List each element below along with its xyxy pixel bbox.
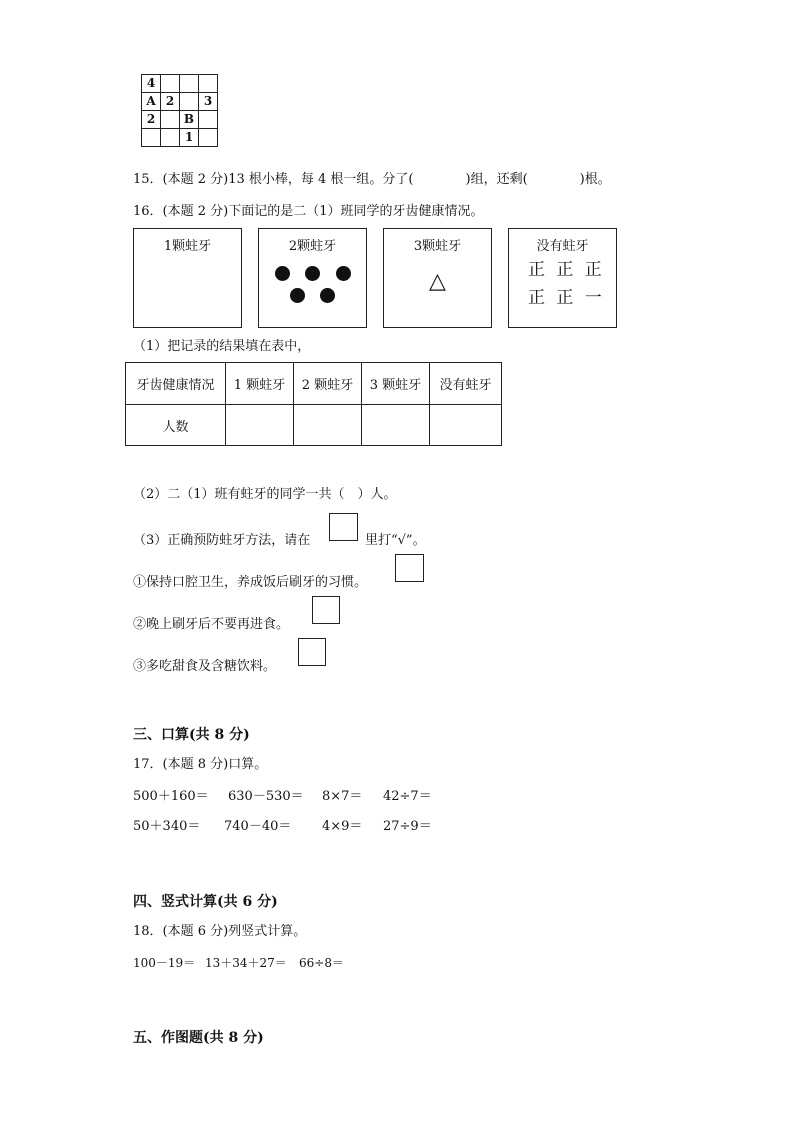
- letter-grid: [141, 74, 218, 147]
- question-18: 18．(本题 6 分)列竖式计算。: [133, 924, 307, 939]
- option-3-checkbox[interactable]: [298, 638, 326, 666]
- table-header: 1 颗蛀牙: [226, 363, 294, 405]
- section-3-heading: 三、口算(共 8 分): [133, 727, 250, 743]
- grid-cell: [199, 129, 218, 147]
- result-table: [125, 362, 502, 446]
- question-16-3-prefix: （3）正确预防蛀牙方法，请在: [133, 533, 311, 548]
- record-box-4: [508, 228, 617, 328]
- grid-cell: A: [142, 93, 161, 111]
- grid-cell: [161, 75, 180, 93]
- sample-checkbox: [329, 513, 358, 541]
- triangle-icon: △: [429, 269, 446, 294]
- section-4-heading: 四、竖式计算(共 6 分): [133, 894, 278, 910]
- record-box-3: [383, 228, 492, 328]
- calc-item: 4×9＝: [322, 819, 363, 834]
- table-header: 2 颗蛀牙: [294, 363, 362, 405]
- dot-mark: [275, 266, 290, 281]
- calc-item: 42÷7＝: [383, 789, 432, 804]
- vertical-calc-item: 13＋34＋27＝: [205, 956, 287, 970]
- record-box-2: [258, 228, 367, 328]
- dot-mark: [336, 266, 351, 281]
- record-box-label: 3颗蛀牙: [413, 239, 462, 254]
- calc-item: 630－530＝: [228, 789, 304, 804]
- record-box-label: 1颗蛀牙: [163, 239, 212, 254]
- grid-cell: 4: [142, 75, 161, 93]
- option-2-checkbox[interactable]: [312, 596, 340, 624]
- table-header: 3 颗蛀牙: [362, 363, 430, 405]
- grid-cell: [180, 93, 199, 111]
- calc-item: 50＋340＝: [133, 819, 201, 834]
- grid-cell: [161, 129, 180, 147]
- record-box-label: 没有蛀牙: [536, 239, 589, 254]
- grid-cell: 2: [142, 111, 161, 129]
- record-box-label: 2颗蛀牙: [288, 239, 337, 254]
- grid-cell: [142, 129, 161, 147]
- answer-cell[interactable]: [294, 405, 362, 446]
- table-header: 牙齿健康情况: [126, 363, 226, 405]
- option-1: ①保持口腔卫生，养成饭后刷牙的习惯。: [133, 575, 368, 590]
- grid-cell: 1: [180, 129, 199, 147]
- tally-line-1: 正 正 正: [528, 260, 605, 280]
- grid-cell: [199, 111, 218, 129]
- grid-cell: [199, 75, 218, 93]
- grid-cell: B: [180, 111, 199, 129]
- grid-cell: [180, 75, 199, 93]
- dot-mark: [290, 288, 305, 303]
- question-16-1: （1）把记录的结果填在表中，: [133, 339, 311, 354]
- grid-cell: 2: [161, 93, 180, 111]
- option-2: ②晚上刷牙后不要再进食。: [133, 617, 290, 632]
- answer-cell[interactable]: [430, 405, 502, 446]
- table-header: 没有蛀牙: [430, 363, 502, 405]
- section-5-heading: 五、作图题(共 8 分): [133, 1030, 264, 1046]
- question-16-3-suffix: 里打“√”。: [365, 533, 426, 548]
- option-3: ③多吃甜食及含糖饮料。: [133, 659, 277, 674]
- calc-item: 8×7＝: [322, 789, 363, 804]
- dot-mark: [305, 266, 320, 281]
- calc-item: 740－40＝: [224, 819, 292, 834]
- calc-item: 27÷9＝: [383, 819, 432, 834]
- answer-cell[interactable]: [226, 405, 294, 446]
- vertical-calc-item: 100－19＝: [133, 956, 196, 970]
- tally-line-2: 正 正 一: [528, 288, 605, 308]
- record-box-1: [133, 228, 242, 328]
- table-row-label: 人数: [126, 405, 226, 446]
- question-15: 15．(本题 2 分)13 根小棒，每 4 根一组。分了( )组，还剩( )根。: [133, 172, 611, 187]
- grid-cell: [161, 111, 180, 129]
- answer-cell[interactable]: [362, 405, 430, 446]
- question-17: 17．(本题 8 分)口算。: [133, 757, 268, 772]
- grid-cell: 3: [199, 93, 218, 111]
- dot-mark: [320, 288, 335, 303]
- question-16: 16．(本题 2 分)下面记的是二（1）班同学的牙齿健康情况。: [133, 204, 484, 219]
- question-16-2: （2）二（1）班有蛀牙的同学一共（ ）人。: [133, 487, 397, 502]
- calc-item: 500＋160＝: [133, 789, 209, 804]
- option-1-checkbox[interactable]: [395, 554, 424, 582]
- vertical-calc-item: 66÷8＝: [299, 956, 344, 970]
